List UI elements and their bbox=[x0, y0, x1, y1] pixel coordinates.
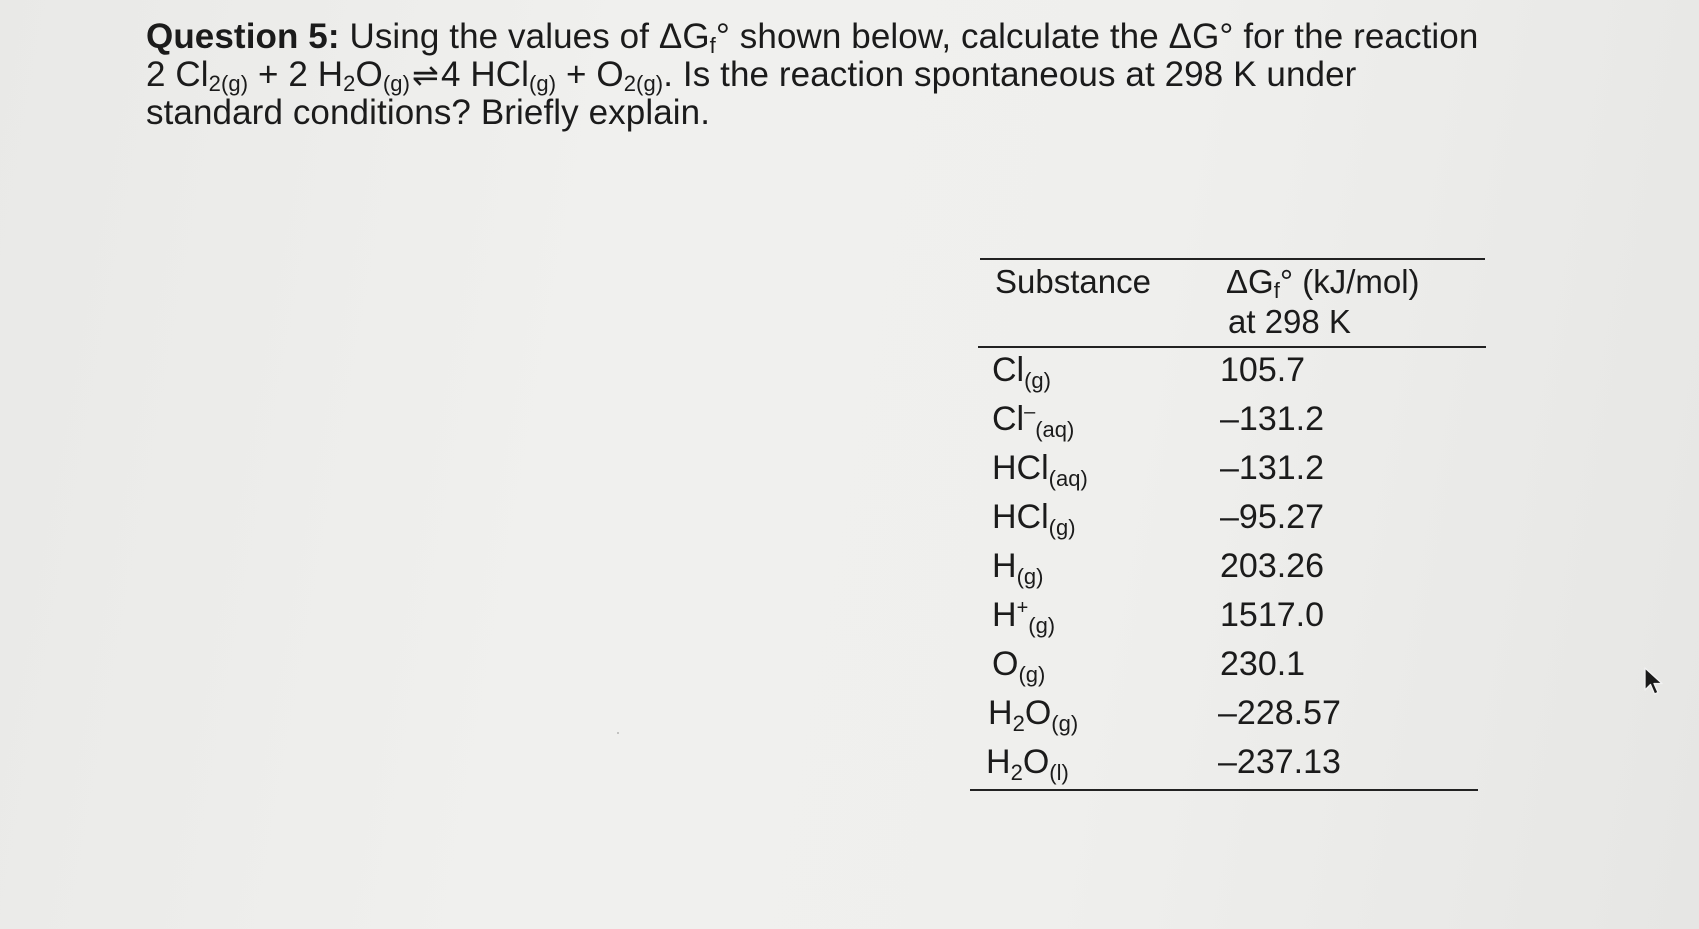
substance-cell: $O_{(g)}$ bbox=[992, 645, 1046, 687]
question-line-1: Question 5: Using the values of $\Delta G_f^\circ$ shown below, calculate the ΔG° for the reaction bbox=[146, 17, 1479, 58]
substance-cell: $Cl_{(g)}$ bbox=[992, 351, 1051, 393]
equilibrium-arrow-icon: ⇌ bbox=[412, 57, 439, 93]
paper-speck bbox=[617, 732, 619, 734]
substance-cell: $H_2O_{(g)}$ bbox=[988, 694, 1079, 736]
table-row bbox=[970, 691, 1490, 739]
header-temperature: at 298 K bbox=[1228, 303, 1351, 340]
table-row bbox=[970, 348, 1490, 396]
table-row bbox=[970, 740, 1490, 788]
question-text bbox=[146, 18, 1546, 132]
table-row bbox=[970, 544, 1490, 592]
substance-cell: $H_{(g)}$ bbox=[992, 547, 1044, 589]
question-line-3: standard conditions? Briefly explain. bbox=[146, 93, 711, 132]
question-line-2: 2 $Cl_{2(g)} + 2$ $H_2O_{(g)}\rightleftharpoons 4$ $HCl_{(g)} + O_{2(g)}$. Is the reaction spontaneous at 298 K under bbox=[146, 55, 1357, 96]
value-cell: 1517.0 bbox=[1220, 596, 1324, 634]
value-cell: 105.7 bbox=[1220, 351, 1306, 389]
substance-cell: $Cl^-_{(aq)}$ bbox=[992, 400, 1075, 442]
value-cell: –131.2 bbox=[1220, 400, 1324, 438]
table-bottom-rule bbox=[970, 789, 1478, 791]
value-cell: –228.57 bbox=[1218, 694, 1341, 732]
table-row bbox=[970, 593, 1490, 641]
question-label: Question 5: bbox=[146, 17, 340, 56]
table-row bbox=[970, 642, 1490, 690]
table-row bbox=[970, 397, 1490, 445]
value-cell: 203.26 bbox=[1220, 547, 1324, 585]
header-delta-g: ΔGf° (kJ/mol) bbox=[1226, 263, 1420, 303]
mouse-pointer-icon bbox=[1643, 666, 1665, 698]
substance-cell: HCl$_{(aq)}$ bbox=[992, 449, 1088, 491]
table-row bbox=[970, 495, 1490, 543]
table-top-rule bbox=[980, 258, 1485, 260]
table-row bbox=[970, 446, 1490, 494]
value-cell: –131.2 bbox=[1220, 449, 1324, 487]
value-cell: 230.1 bbox=[1220, 645, 1306, 683]
substance-cell: HCl$_{(g)}$ bbox=[992, 498, 1076, 540]
reaction-equation: 2 $Cl_{2(g)} + 2$ $H_2O_{(g)}\rightleftharpoons 4$ $HCl_{(g)} + O_{2(g)}$ bbox=[146, 55, 664, 96]
substance-cell: $H_2O_{(l)}$ bbox=[986, 743, 1069, 785]
value-cell: –95.27 bbox=[1220, 498, 1324, 536]
value-cell: –237.13 bbox=[1218, 743, 1341, 781]
header-substance: Substance bbox=[995, 263, 1151, 300]
substance-cell: $H^+_{(g)}$ bbox=[992, 596, 1056, 638]
